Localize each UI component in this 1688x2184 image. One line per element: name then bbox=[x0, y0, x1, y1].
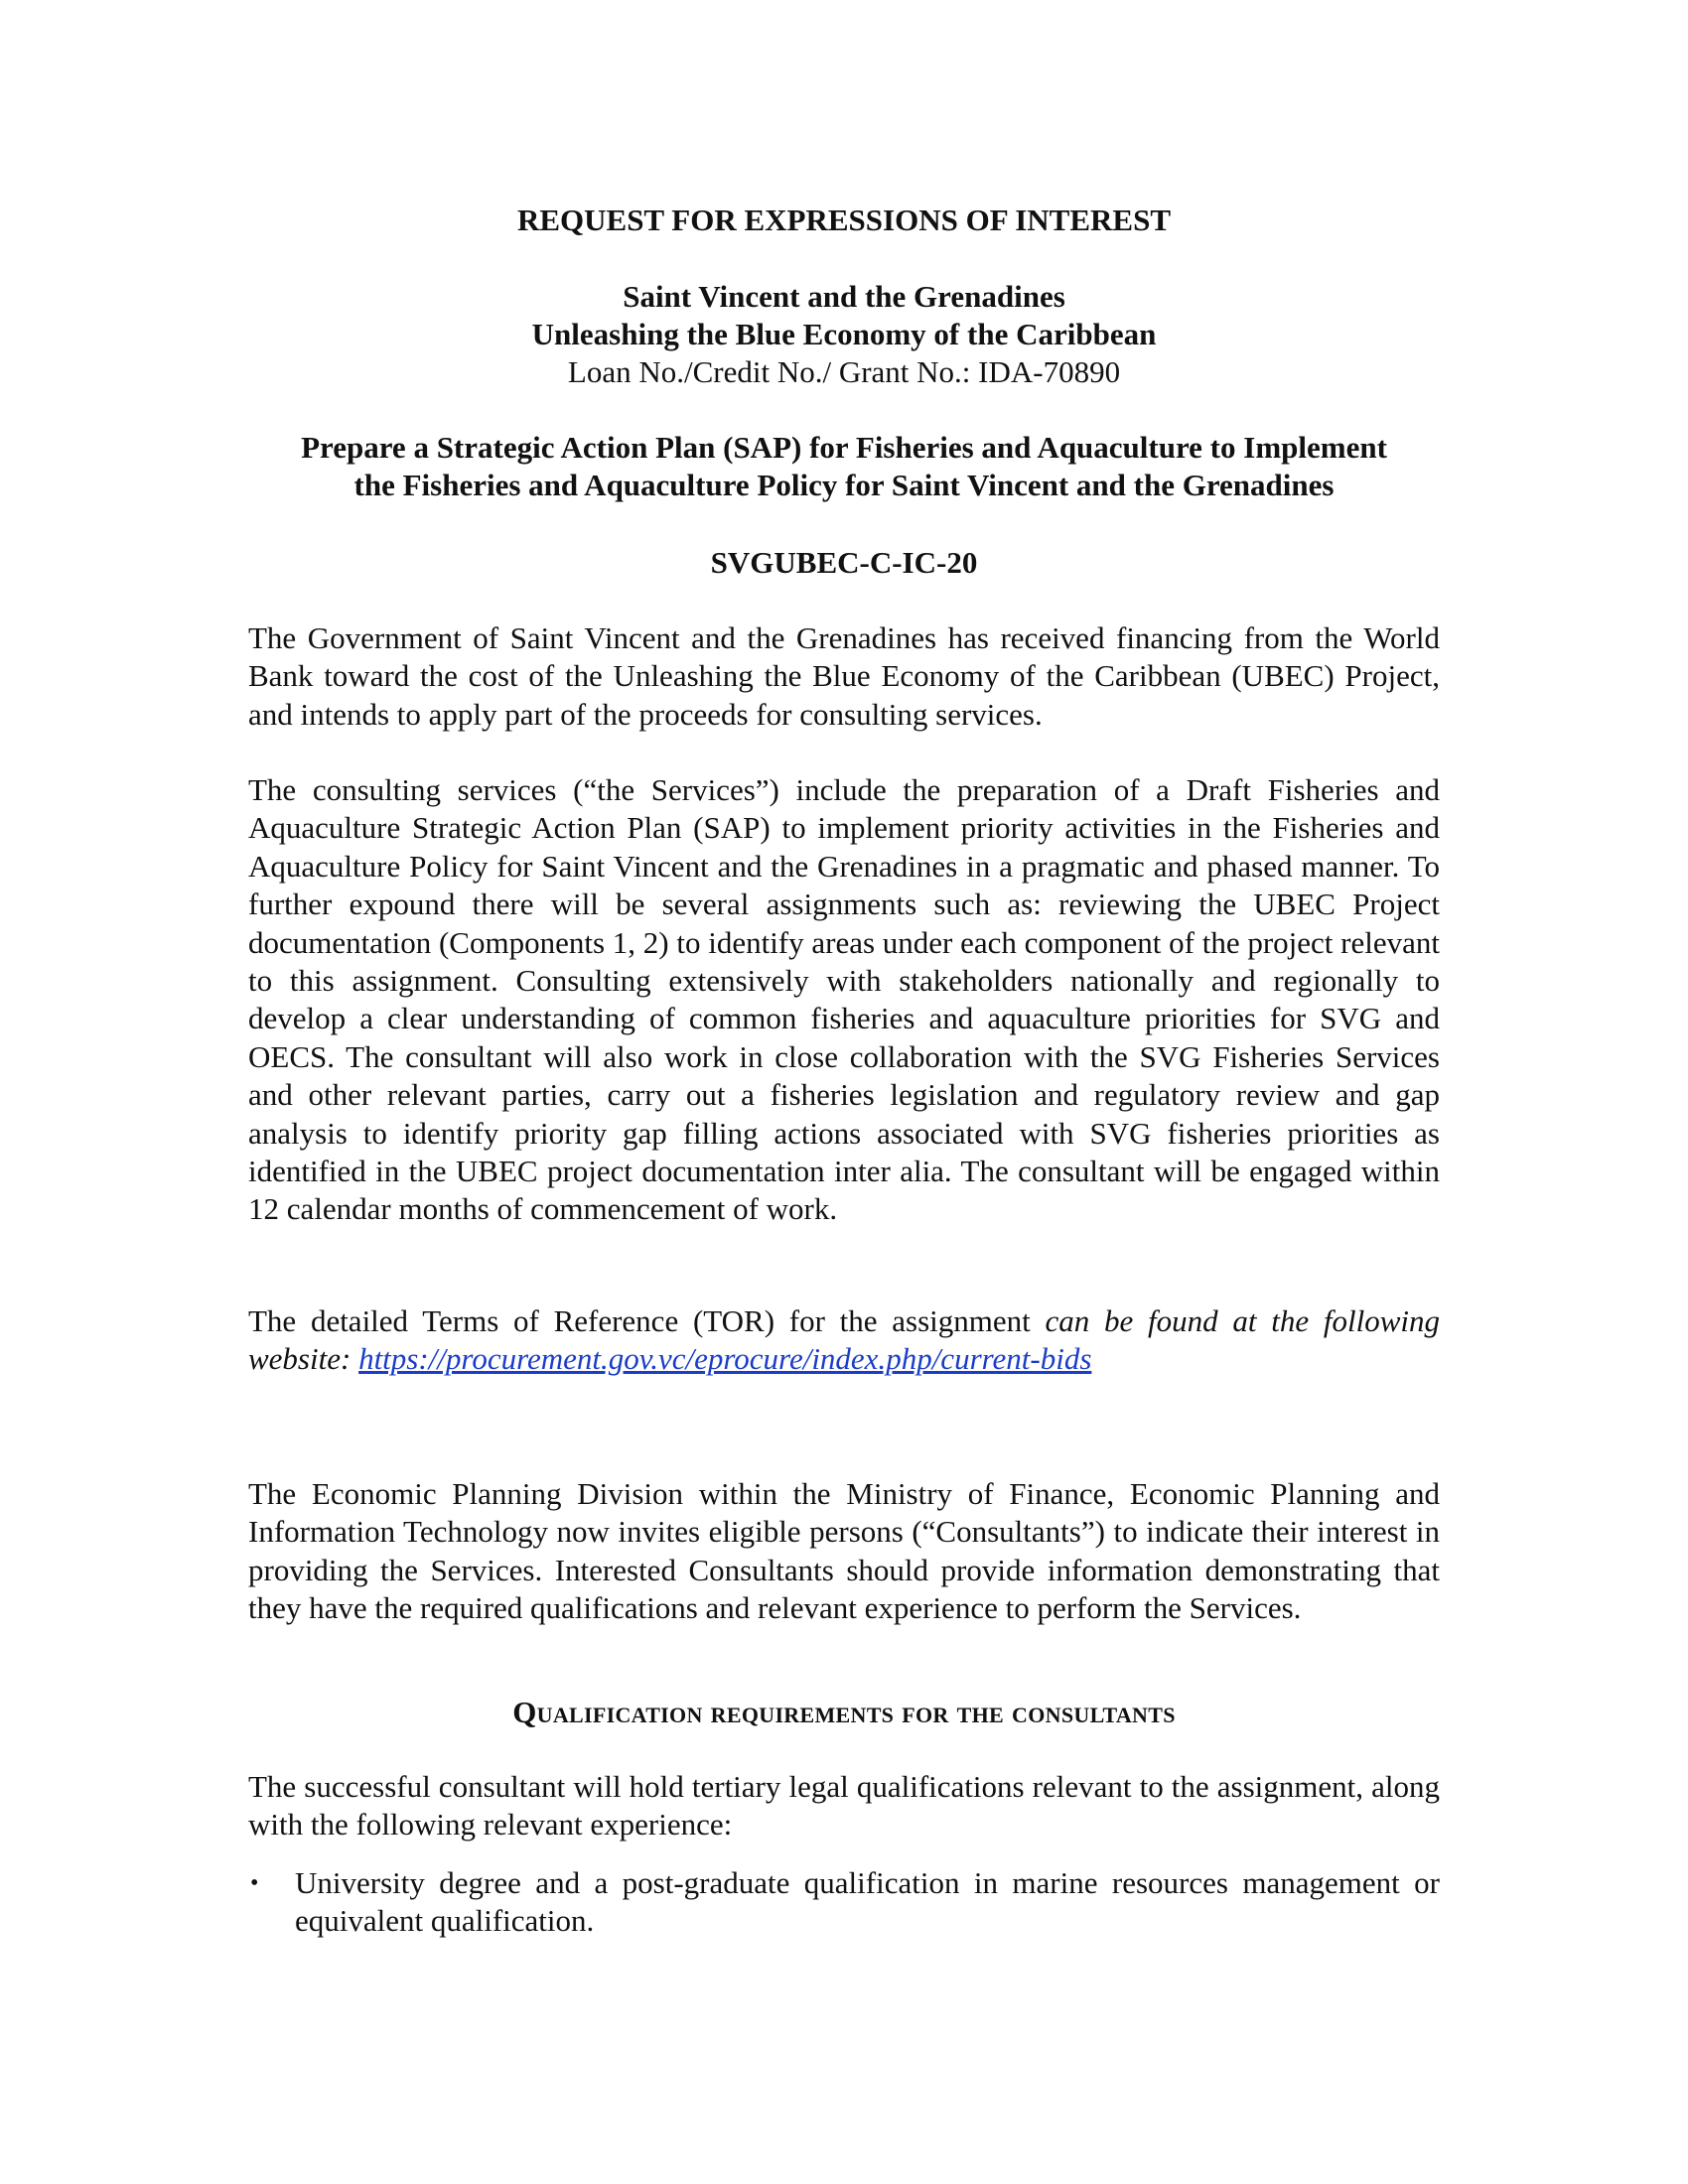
qualification-list bbox=[248, 1864, 1440, 1941]
tor-italic-text: can be found at the following website: bbox=[248, 1303, 1440, 1377]
paragraph-tor bbox=[248, 1302, 1440, 1379]
assignment-title bbox=[248, 429, 1440, 504]
assignment-title-line-2: the Fisheries and Aquaculture Policy for Saint Vincent and the Grenadines bbox=[353, 468, 1335, 502]
bullet-icon: • bbox=[250, 1870, 259, 1896]
qualification-intro: The successful consultant will hold tertiary legal qualifications relevant to the assignment, along with the following relevant experience: bbox=[248, 1769, 1440, 1843]
qualification-heading: Qualification requirements for the consultants bbox=[512, 1695, 1176, 1729]
document-title: REQUEST FOR EXPRESSIONS OF INTEREST bbox=[516, 203, 1172, 237]
project-header-block bbox=[248, 278, 1440, 391]
reference-code: SVGUBEC-C-IC-20 bbox=[710, 545, 978, 580]
list-item-text: University degree and a post-graduate qualification in marine resources management or equivalent qualification. bbox=[295, 1865, 1440, 1939]
paragraph-invitation: The Economic Planning Division within the Ministry of Finance, Economic Planning and Information Technology now invites eligible persons (“Consultants”) to indicate their interest in providing the Services. Interested Consultants should provide information demonstrating that they have the required qualifications and relevant experience to perform the Services. bbox=[248, 1476, 1440, 1626]
loan-number: Loan No./Credit No./ Grant No.: IDA-70890 bbox=[567, 354, 1121, 389]
paragraph-financing: The Government of Saint Vincent and the Grenadines has received financing from the World Bank toward the cost of the Unleashing the Blue Economy of the Caribbean (UBEC) Project, and intends to apply part of the proceeds for consulting services. bbox=[248, 620, 1440, 732]
paragraph-services: The consulting services (“the Services”) include the preparation of a Draft Fisheries and Aquaculture Strategic Action Plan (SAP) to implement priority activities in the Fisheries and Aquaculture Policy for Saint Vincent and the Grenadines in a pragmatic and phased manner. To further expound there will be several assignments such as: reviewing the UBEC Project documentation (Components 1, 2) to identify areas under each component of the project relevant to this assignment. Consulting extensively with stakeholders nationally and regionally to develop a clear understanding of common fisheries and aquaculture priorities for SVG and OECS. The consultant will also work in close collaboration with the SVG Fisheries Services and other relevant parties, carry out a fisheries legislation and regulatory review and gap analysis to identify priority gap filling actions associated with SVG fisheries priorities as identified in the UBEC project documentation inter alia. The consultant will be engaged within 12 calendar months of commencement of work. bbox=[248, 772, 1440, 1227]
country-name: Saint Vincent and the Grenadines bbox=[623, 279, 1065, 314]
list-item bbox=[248, 1864, 1440, 1941]
assignment-title-line-1: Prepare a Strategic Action Plan (SAP) for Fisheries and Aquaculture to Implement bbox=[301, 430, 1387, 465]
tor-text: The detailed Terms of Reference (TOR) for the assignment bbox=[248, 1303, 1046, 1338]
tor-link[interactable]: https://procurement.gov.vc/eprocure/index.php/current-bids bbox=[358, 1341, 1092, 1377]
project-name: Unleashing the Blue Economy of the Caribbean bbox=[531, 317, 1157, 351]
